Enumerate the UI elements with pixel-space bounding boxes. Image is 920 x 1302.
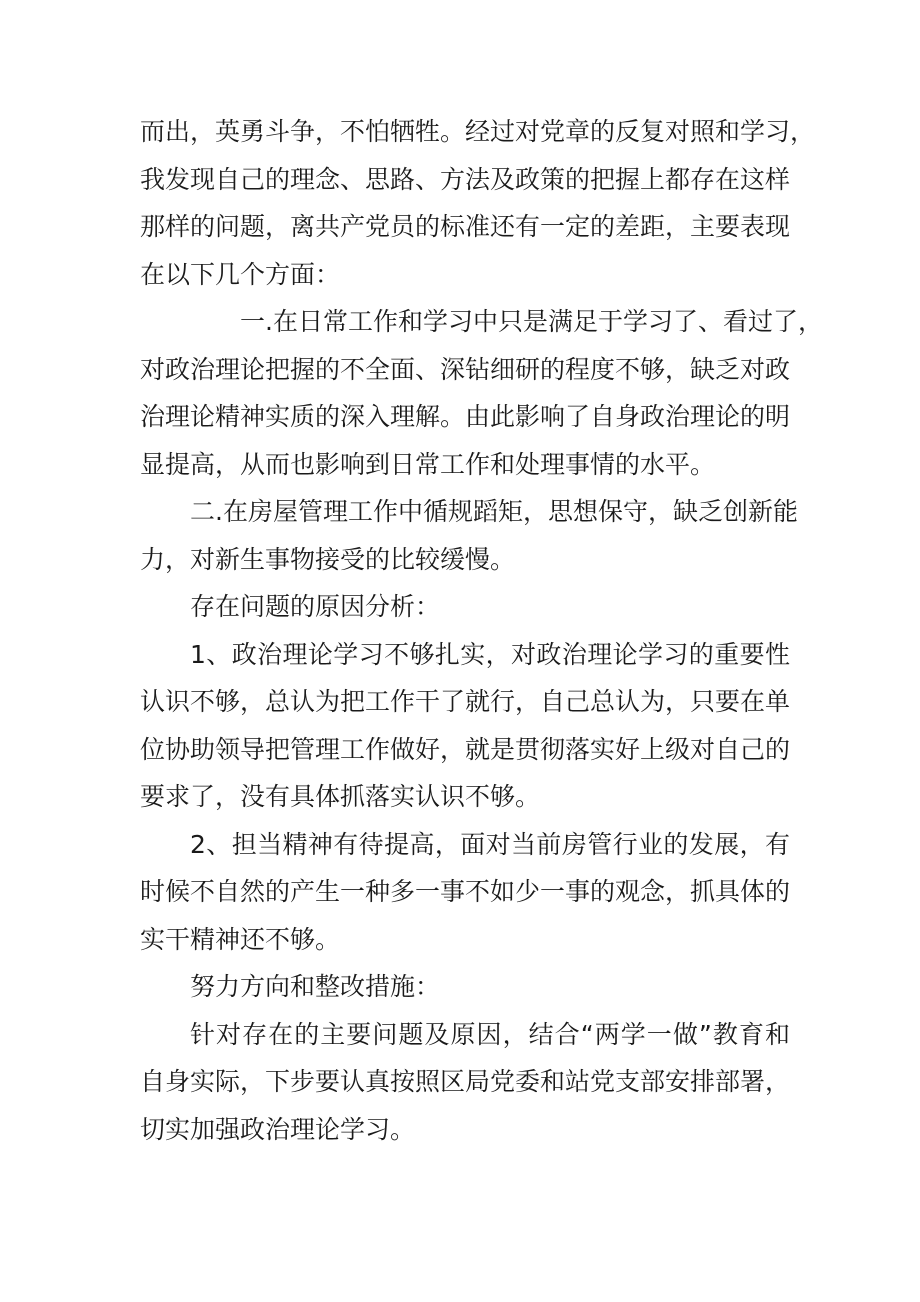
text-line: 1、政治理论学习不够扎实，对政治理论学习的重要性 [190, 639, 790, 669]
text-line: 认识不够，总认为把工作干了就行，自己总认为，只要在单 [140, 687, 791, 716]
text-line: 自身实际，下步要认真按照区局党委和站党支部安排部署， [140, 1067, 791, 1096]
text-line: 在以下几个方面： [140, 259, 341, 289]
text-line: 切实加强政治理论学习。 [140, 1114, 416, 1144]
text-line: 显提高，从而也影响到日常工作和处理事情的水平。 [140, 449, 716, 479]
text-line: 实干精神还不够。 [140, 924, 341, 954]
text-line: 2、担当精神有待提高，面对当前房管行业的发展，有 [190, 829, 790, 859]
text-line: 二.在房屋管理工作中循规蹈矩，思想保守，缺乏创新能 [190, 497, 798, 526]
text-line: 而出，英勇斗争，不怕牺牲。经过对党章的反复对照和学习， [140, 117, 816, 146]
text-line: 时候不自然的产生一种多一事不如少一事的观念，抓具体的 [140, 877, 791, 906]
text-line: 位协助领导把管理工作做好，就是贯彻落实好上级对自己的 [140, 734, 791, 764]
text-line: 要求了，没有具体抓落实认识不够。 [140, 782, 541, 811]
text-line: 存在问题的原因分析： [190, 592, 441, 621]
document-body [140, 108, 823, 1153]
text-line: 针对存在的主要问题及原因，结合“两学一做”教育和 [190, 1019, 790, 1049]
text-line: 一.在日常工作和学习中只是满足于学习了、看过了， [240, 307, 823, 336]
text-line: 我发现自己的理念、思路、方法及政策的把握上都存在这样 [140, 164, 791, 194]
text-line: 力，对新生事物接受的比较缓慢。 [140, 544, 516, 574]
text-line: 治理论精神实质的深入理解。由此影响了自身政治理论的明 [140, 402, 791, 431]
text-line: 那样的问题，离共产党员的标准还有一定的差距，主要表现 [140, 212, 791, 241]
text-line: 努力方向和整改措施： [190, 972, 441, 1001]
text-line: 对政治理论把握的不全面、深钻细研的程度不够，缺乏对政 [140, 354, 791, 384]
